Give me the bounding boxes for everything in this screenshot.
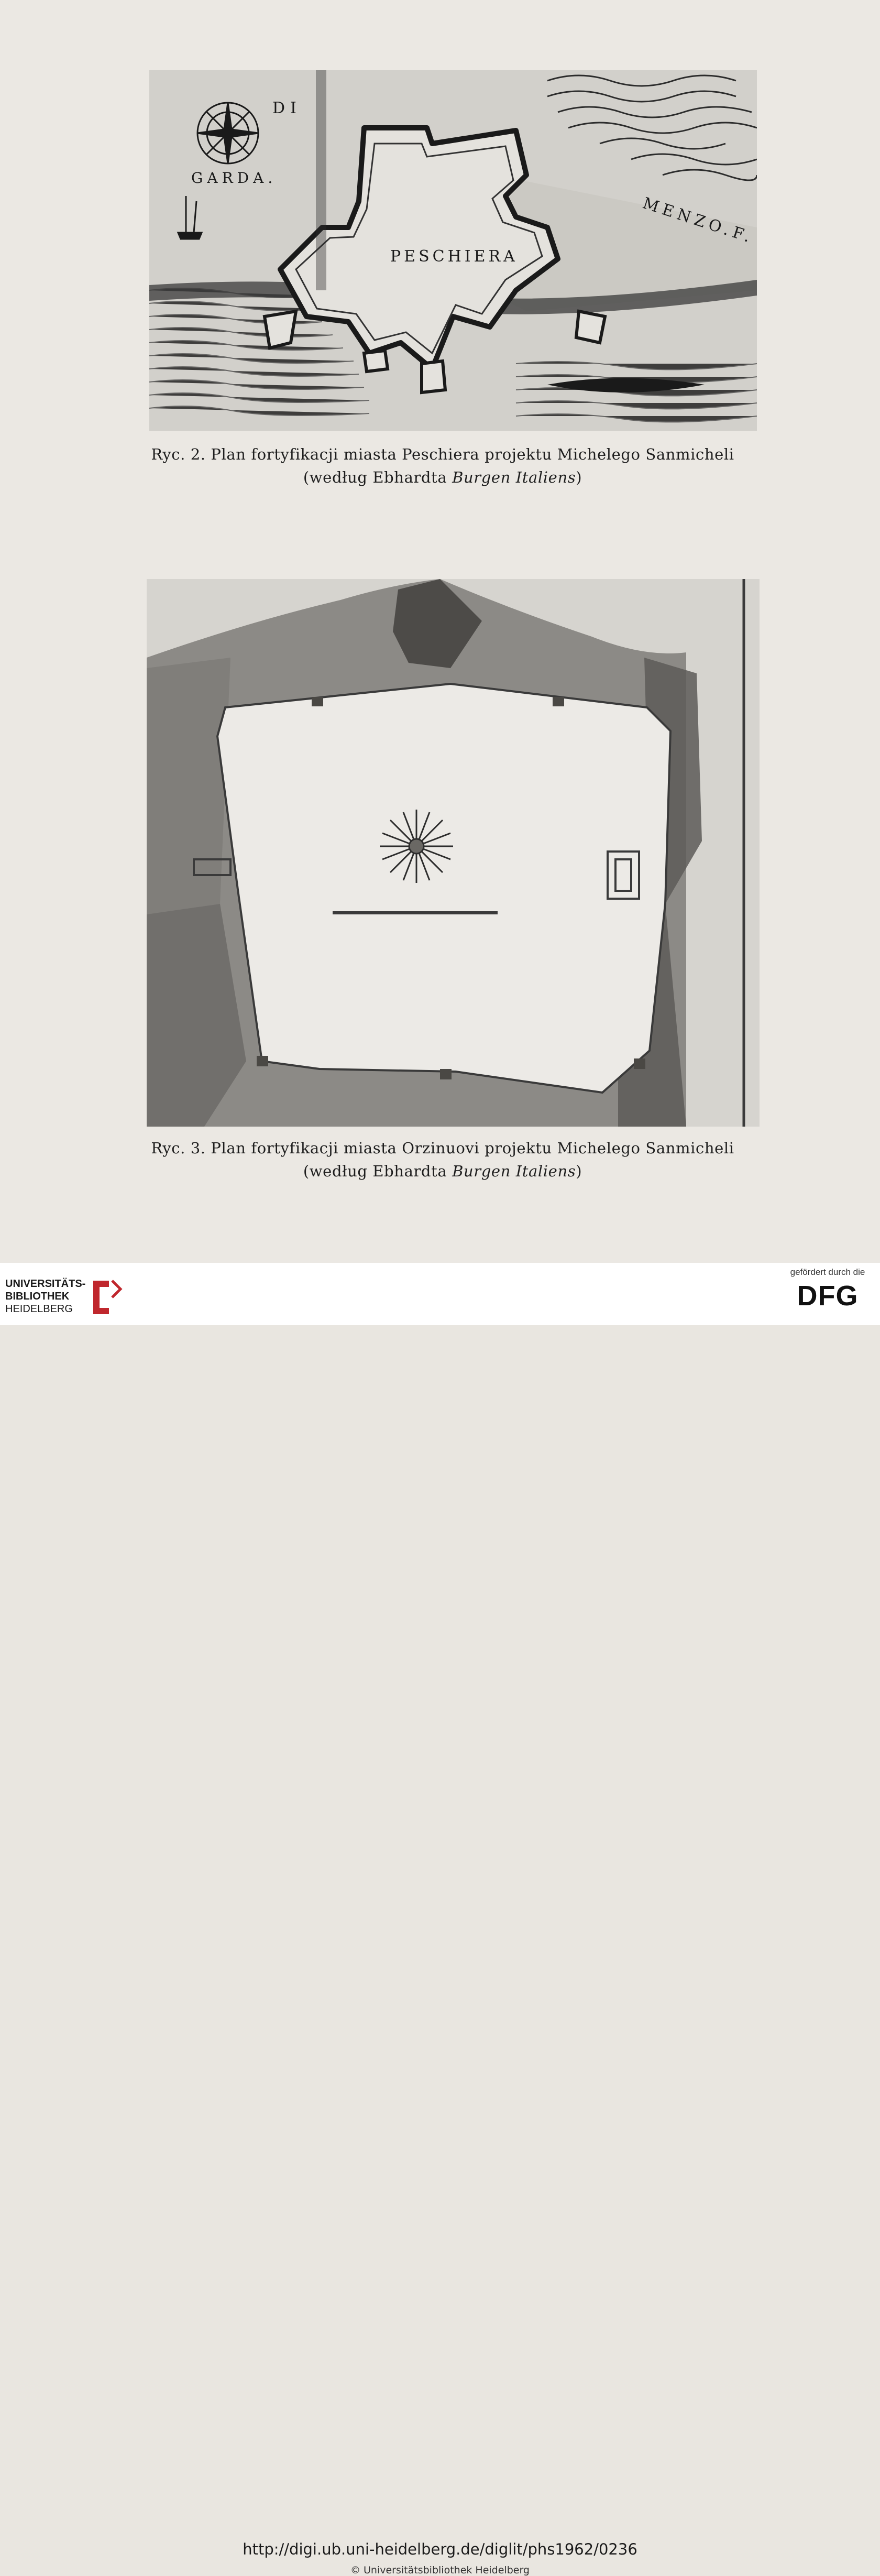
figure-3-caption [126, 1137, 760, 1183]
caption-source-title: Burgen Italiens [452, 1162, 576, 1180]
library-emblem-icon [88, 1276, 125, 1318]
caption-source-prefix: (według Ebhardta [303, 468, 453, 486]
figure-2-caption-source [126, 466, 760, 489]
map-label-garda: GARDA. [191, 169, 277, 187]
dfg-logo[interactable]: DFG [797, 1280, 859, 1312]
peschiera-map-image [149, 70, 757, 431]
scanned-page [0, 0, 880, 1263]
caption-source-prefix: (według Ebhardta [303, 1162, 453, 1180]
library-name [5, 1278, 85, 1315]
library-name-line1: UNIVERSITÄTS- [5, 1278, 86, 1290]
page-url-link[interactable]: http://digi.ub.uni-heidelberg.de/diglit/phs1962/0236 [243, 2540, 637, 2558]
map-label-peschiera: PESCHIERA [390, 247, 518, 266]
orzinuovi-plan-image [147, 579, 760, 1127]
figure-2-caption [126, 443, 760, 489]
library-name-line3: HEIDELBERG [5, 1303, 73, 1315]
library-logo[interactable] [0, 1273, 136, 1320]
figure-3-caption-main: Ryc. 3. Plan fortyfikacji miasta Orzinuovi projektu Michelego Sanmicheli [151, 1139, 734, 1157]
caption-source-title: Burgen Italiens [452, 468, 576, 486]
figure-2-caption-main: Ryc. 2. Plan fortyfikacji miasta Peschiera projektu Michelego Sanmicheli [151, 445, 734, 463]
map-label-di: DI [272, 99, 302, 117]
copyright-notice: © Universitätsbibliothek Heidelberg [350, 2564, 530, 2576]
caption-source-suffix: ) [576, 468, 582, 486]
funding-note: gefördert durch die [790, 1267, 865, 1277]
map-label-menzo: MENZO.F. [640, 194, 757, 248]
footer-bar [0, 1263, 880, 2576]
figure-3-caption-source [126, 1160, 760, 1183]
caption-source-suffix: ) [576, 1162, 582, 1180]
library-name-line2: BIBLIOTHEK [5, 1291, 70, 1302]
